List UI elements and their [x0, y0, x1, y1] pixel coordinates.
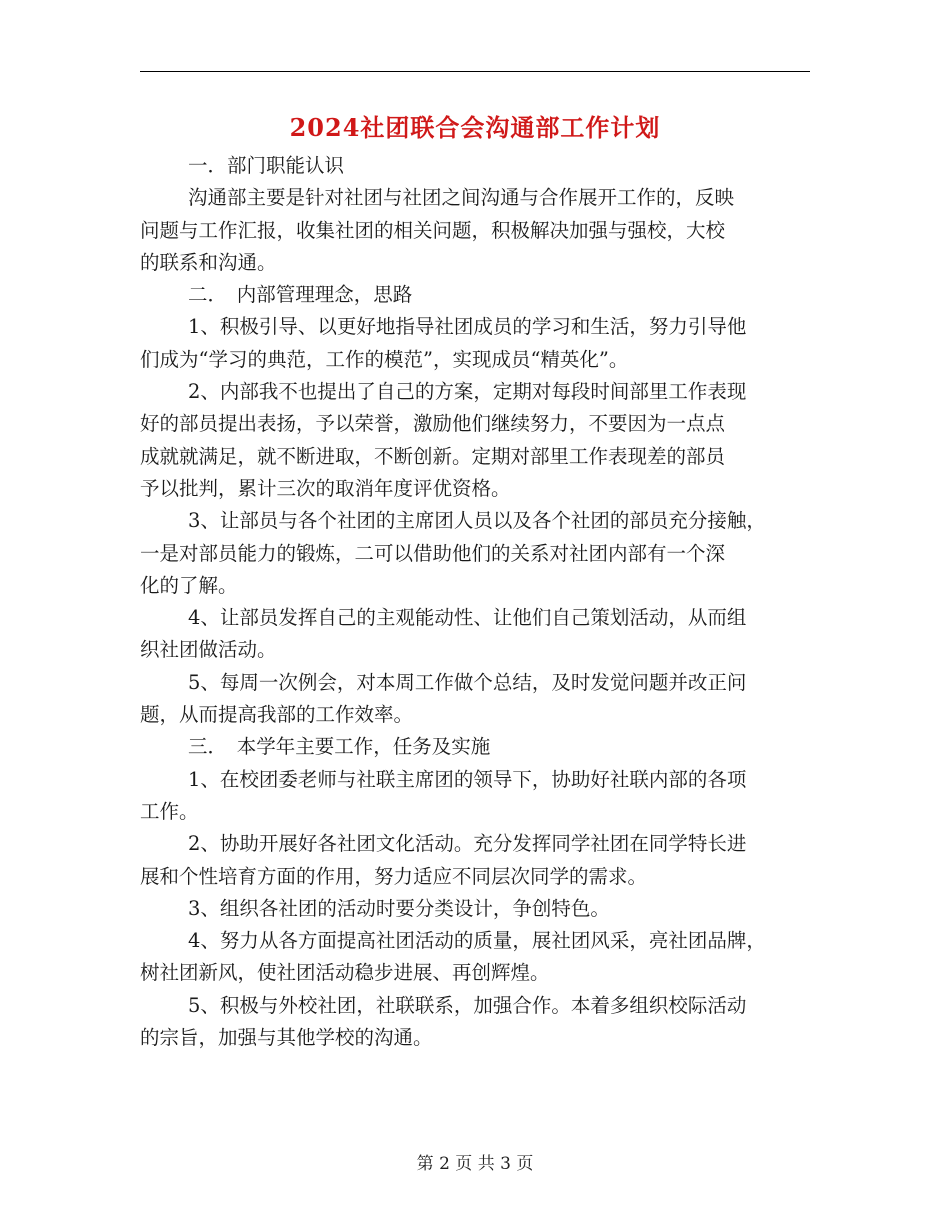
text-line: 成就就满足，就不断进取，不断创新。定期对部里工作表现差的部员: [140, 444, 726, 468]
paragraph: [140, 311, 812, 376]
header-rule: [140, 71, 810, 72]
paragraph: [140, 667, 812, 732]
text-line: 4、让部员发挥自己的主观能动性、让他们自己策划活动，从而组: [188, 606, 747, 630]
paragraph: [140, 505, 812, 602]
paragraph: [140, 828, 812, 893]
paragraph: [140, 925, 812, 990]
text-line: 三． 本学年主要工作，任务及实施: [188, 735, 491, 759]
text-line: 的联系和沟通。: [140, 250, 277, 274]
document-body: [140, 150, 812, 1054]
text-line: 化的了解。: [140, 573, 238, 597]
text-line: 3、组织各社团的活动时要分类设计，争创特色。: [188, 896, 610, 920]
text-line: 一是对部员能力的锻炼，二可以借助他们的关系对社团内部有一个深: [140, 541, 726, 565]
text-line: 1、在校团委老师与社联主席团的领导下，协助好社联内部的各项: [188, 767, 747, 791]
paragraph: [140, 731, 812, 763]
paragraph: [140, 893, 812, 925]
text-line: 的宗旨，加强与其他学校的沟通。: [140, 1026, 433, 1050]
text-line: 织社团做活动。: [140, 638, 277, 662]
paragraph: [140, 279, 812, 311]
text-line: 工作。: [140, 799, 199, 823]
paragraph: [140, 376, 812, 505]
text-line: 一．部门职能认识: [188, 154, 345, 177]
text-line: 好的部员提出表扬，予以荣誉，激励他们继续努力，不要因为一点点: [140, 412, 726, 436]
paragraph: [140, 602, 812, 667]
paragraph: [140, 182, 812, 279]
text-line: 树社团新风，使社团活动稳步进展、再创辉煌。: [140, 961, 550, 985]
text-line: 予以批判，累计三次的取消年度评优资格。: [140, 476, 511, 500]
text-line: 5、每周一次例会，对本周工作做个总结，及时发觉问题并改正问: [188, 670, 747, 694]
text-line: 3、让部员与各个社团的主席团人员以及各个社团的部员充分接触，: [188, 509, 766, 533]
paragraph: [140, 150, 812, 182]
text-line: 2、内部我不也提出了自己的方案，定期对每段时间部里工作表现: [188, 380, 747, 404]
text-line: 展和个性培育方面的作用，努力适应不同层次同学的需求。: [140, 864, 648, 888]
paragraph: [140, 990, 812, 1055]
text-line: 二． 内部管理理念，思路: [188, 283, 413, 307]
text-line: 1、积极引导、以更好地指导社团成员的学习和生活，努力引导他: [188, 315, 747, 339]
text-line: 2、协助开展好各社团文化活动。充分发挥同学社团在同学特长进: [188, 832, 747, 856]
text-line: 们成为“学习的典范，工作的模范”，实现成员“精英化”。: [140, 347, 629, 371]
text-line: 5、积极与外校社团，社联联系，加强合作。本着多组织校际活动: [188, 993, 747, 1017]
text-line: 题，从而提高我部的工作效率。: [140, 703, 414, 727]
document-title: 2024社团联合会沟通部工作计划: [289, 113, 661, 142]
paragraph: [140, 764, 812, 829]
text-line: 4、努力从各方面提高社团活动的质量，展社团风采，亮社团品牌，: [188, 929, 766, 953]
page-number-footer: 第 2 页 共 3 页: [416, 1154, 534, 1174]
text-line: 沟通部主要是针对社团与社团之间沟通与合作展开工作的，反映: [188, 186, 735, 210]
text-line: 问题与工作汇报，收集社团的相关问题，积极解决加强与强校，大校: [140, 218, 726, 242]
